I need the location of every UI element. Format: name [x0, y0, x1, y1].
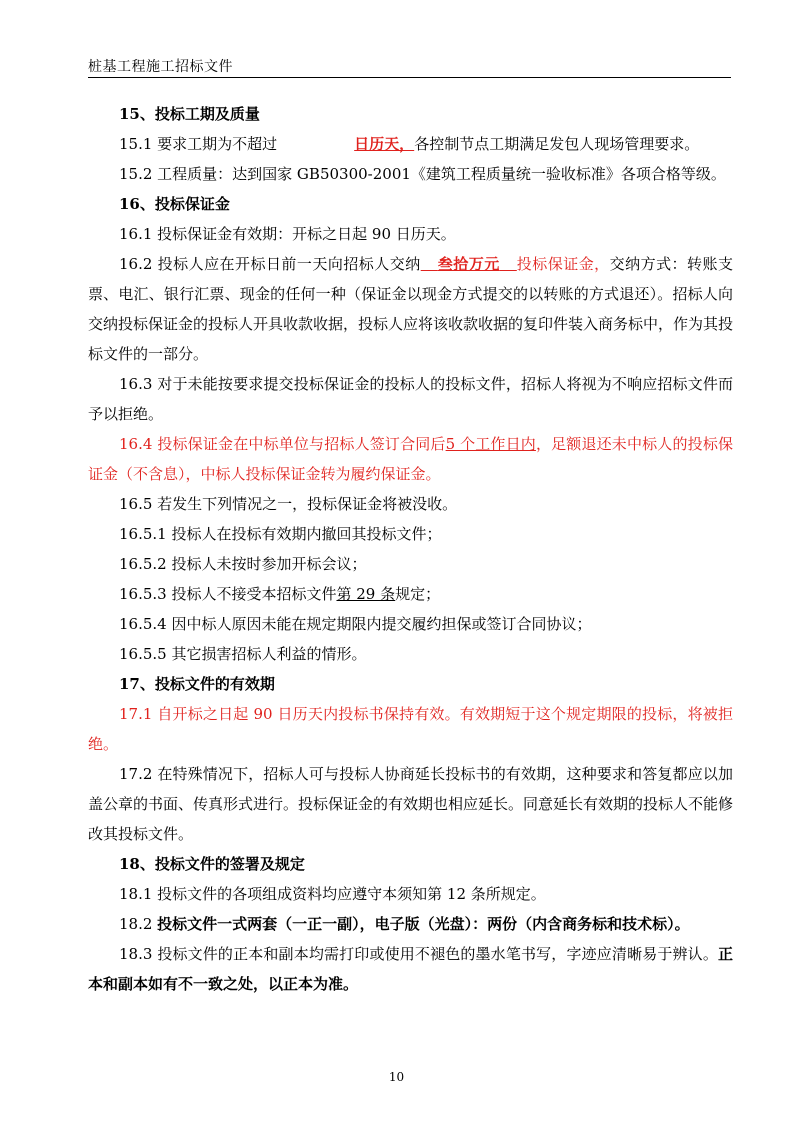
clause-18-1: 18.1 投标文件的各项组成资料均应遵守本须知第 12 条所规定。 — [119, 885, 546, 903]
clause-16-5-3 — [88, 579, 733, 609]
clause-15-2: 15.2 工程质量：达到国家 GB50300-2001《建筑工程质量统一验收标准》各项合格等级。 — [119, 165, 726, 183]
duration-blank — [277, 129, 414, 159]
document-header-title: 桩基工程施工招标文件 — [88, 59, 233, 75]
clause-16-4-tail: ，足额退还未中标人的投标保证金（不含息），中标人投标保证金转为履约保证金。 — [88, 435, 733, 483]
refund-period: 5 个工作日内 — [445, 435, 536, 453]
clause-18-3-text: 18.3 投标文件的正本和副本均需打印或使用不褪色的墨水笔书写，字迹应清晰易于辨认。 — [119, 945, 718, 963]
clause-15-1 — [88, 129, 733, 159]
clause-15-1-tail: 各控制节点工期满足发包人现场管理要求。 — [414, 135, 700, 153]
clause-16-5-3-tail: 规定； — [395, 585, 441, 603]
clause-16-5-2: 16.5.2 投标人未按时参加开标会议； — [119, 555, 367, 573]
clause-16-5-3-lead: 16.5.3 投标人不接受本招标文件 — [119, 585, 337, 603]
clause-16-5-5: 16.5.5 其它损害招标人利益的情形。 — [119, 645, 367, 663]
clause-16-2 — [88, 249, 733, 369]
clause-18-3 — [88, 939, 733, 999]
clause-18-2-number: 18.2 — [119, 915, 158, 933]
clause-16-5: 16.5 若发生下列情况之一，投标保证金将被没收。 — [119, 495, 458, 513]
page-number: 10 — [388, 1070, 405, 1084]
clause-15-1-text: 15.1 要求工期为不超过 — [119, 135, 278, 153]
clause-16-2-lead: 16.2 投标人应在开标日前一天向招标人交纳 — [119, 255, 421, 273]
clause-16-5-1: 16.5.1 投标人在投标有效期内撤回其投标文件； — [119, 525, 442, 543]
clause-17-1: 17.1 自开标之日起 90 日历天内投标书保持有效。有效期短于这个规定期限的投标，将被拒绝。 — [88, 705, 733, 753]
section-18-heading: 18、投标文件的签署及规定 — [119, 855, 305, 873]
deposit-label: 投标保证金， — [516, 255, 610, 273]
calendar-days-label: 日历天， — [354, 135, 415, 153]
clause-16-1: 16.1 投标保证金有效期：开标之日起 90 日历天。 — [119, 225, 456, 243]
header-divider — [88, 77, 731, 78]
deposit-amount — [421, 255, 517, 273]
document-body — [88, 99, 733, 999]
article-29-reference: 第 29 条 — [336, 585, 396, 603]
clause-18-3-rule: 正本和副本如有不一致之处，以正本为准。 — [88, 945, 733, 993]
clause-16-5-4: 16.5.4 因中标人原因未能在规定期限内提交履约担保或签订合同协议； — [119, 615, 592, 633]
clause-17-2: 17.2 在特殊情况下，招标人可与投标人协商延长投标书的有效期，这种要求和答复都应以加盖公章的书面、传真形式进行。投标保证金的有效期也相应延长。同意延长有效期的投标人不能修改其投标文件。 — [88, 765, 734, 843]
section-17-heading: 17、投标文件的有效期 — [119, 675, 275, 693]
clause-16-4-lead: 16.4 投标保证金在中标单位与招标人签订合同后 — [119, 435, 446, 453]
section-15-heading: 15、投标工期及质量 — [119, 105, 260, 123]
clause-18-2-text: 投标文件一式两套（一正一副），电子版（光盘）：两份（内含商务标和技术标）。 — [157, 915, 690, 933]
clause-16-3: 16.3 对于未能按要求提交投标保证金的投标人的投标文件，招标人将视为不响应招标文件而予以拒绝。 — [88, 375, 733, 423]
section-16-heading: 16、投标保证金 — [119, 195, 230, 213]
clause-16-2-tail: 交纳方式：转账支票、电汇、银行汇票、现金的任何一种（保证金以现金方式提交的以转账的方式退还）。招标人向交纳投标保证金的投标人开具收款收据，投标人应将该收款收据的复印件装入商务标中，作为其投标文件的一部分。 — [88, 255, 734, 363]
clause-16-4 — [88, 429, 733, 489]
clause-18-2 — [88, 909, 733, 939]
deposit-amount-text: 叁拾万元 — [437, 255, 500, 273]
